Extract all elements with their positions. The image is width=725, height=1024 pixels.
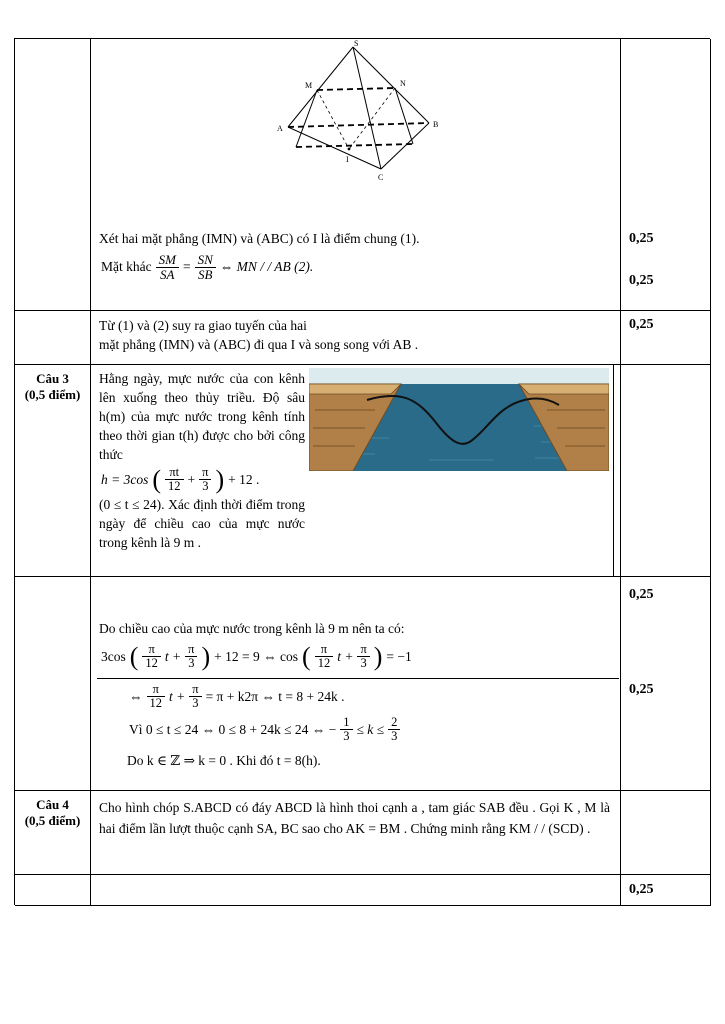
fraction-pi-3: $\frac{\pi}{3}$ [357,643,369,670]
points-badge: 0,25 [629,273,654,288]
open-paren: ( [129,641,139,671]
sol3-eq2-b: t + [169,688,186,704]
q3-formula-lhs: h = 3cos [101,471,149,487]
fraction-pi-12: $\frac{\pi}{12}$ [315,643,334,670]
sol3-eq1-b: + 12 = 9 ⇔ cos [214,648,299,664]
row3-points-cell [621,365,711,577]
q4-statement: Cho hình chóp S.ABCD có đáy ABCD là hình thoi cạnh a , tam giác SAB đều . Gọi K , M là hai điểm lần lượt thuộc cạnh SA, BC sao cho AK = BM . Chứng minh rằng KM / / (SCD) . [99,800,610,836]
fraction-pi-3: $\frac{\pi}{3}$ [185,643,197,670]
row2-points-cell [621,311,711,365]
row2-label-cell [15,311,91,365]
open-paren: ( [302,641,311,671]
question4-sublabel: (0,5 điểm) [24,813,81,828]
q2-step2-formula [99,253,614,281]
fraction-pi-3: $\frac{\pi}{3}$ [189,683,201,710]
q3-formula-tail: + 12 . [228,471,260,487]
close-paren: ) [215,464,225,494]
row5-points-cell [621,791,711,875]
row1-label-cell [15,39,91,311]
row6-label-cell [15,875,91,906]
row3-label-cell [15,365,91,577]
points-badge: 0,25 [629,882,654,897]
q3-statement-part1: Hằng ngày, mực nước của con kênh lên xuống theo thủy triều. Độ sâu h(m) của mực nước trong kênh tính theo thời gian t(h) được cho bởi công thức [99,371,305,462]
sol3-equation4: Do k ∈ ℤ ⇒ k = 0 . Khi đó t = 8(h). [127,752,321,768]
points-badge: 0,25 [629,231,654,246]
inner-column-divider [613,365,614,576]
plus-sign: + [187,471,196,487]
sol3-eq3-a: Vì 0 ≤ t ≤ 24 ⇔ 0 ≤ 8 + 24k ≤ 24 ⇔ − [129,721,337,737]
fraction-sn-sb: $\frac{SN}{SB}$ [195,253,216,281]
row6-points-cell [621,875,711,906]
row1-points-cell [621,39,711,311]
equals-sign: = [182,259,191,275]
question4-label: Câu 4 [36,797,69,812]
answer-table [14,38,710,905]
q3-formula [99,466,305,493]
fraction-sm-sa: $\frac{SM}{SA}$ [156,253,179,281]
close-paren: ) [373,641,383,671]
row5-label-cell [15,791,91,875]
vertex-label-i: I [346,155,349,164]
iff-sign: ⇔ [129,688,143,704]
sol3-eq1-a: 3cos [101,648,126,664]
pyramid-figure [91,39,621,231]
row4-content-cell [91,577,621,791]
fraction-2-3: $\frac{2}{3}$ [388,716,400,743]
row6-content-cell [91,875,621,906]
points-badge: 0,25 [629,317,654,332]
sol3-eq1-c: = −1 [386,648,412,664]
sol3-eq2-c: = π + k2π ⇔ t = 8 + 24k . [205,688,345,704]
row4-label-cell [15,577,91,791]
close-paren: ) [201,641,211,671]
q2-step2-prefix: Mặt khác [101,259,152,275]
question3-sublabel: (0,5 điểm) [24,387,81,402]
sol3-eq1-mid2: t + [337,648,354,664]
sol3-equation3 [127,716,614,743]
q2-step1-text: Xét hai mặt phẳng (IMN) và (ABC) có I là điểm chung (1). [99,231,420,246]
sol3-eq1-mid1: t + [164,648,182,664]
row2-content-cell [91,311,621,365]
row3-content-cell [91,365,621,577]
fraction-pi-3: $\frac{\pi}{3}$ [199,466,211,493]
q3-statement-part2: (0 ≤ t ≤ 24). Xác định thời điểm trong ngày để chiều cao của mực nước trong kênh là 9 m . [99,497,305,551]
sol3-equation1 [99,643,614,670]
sub-row-divider [97,678,619,679]
q2-conclusion-line1: Từ (1) và (2) suy ra giao tuyến của hai [99,318,307,333]
vertex-label-c: C [378,173,384,182]
sol3-eq3-b: ≤ k ≤ [356,721,385,737]
open-paren: ( [152,464,162,494]
row1-content-cell [91,39,621,311]
question3-label: Câu 3 [36,371,69,386]
vertex-label-a: A [277,124,283,133]
canal-illustration [309,368,609,471]
fraction-1-3: $\frac{1}{3}$ [340,716,352,743]
vertex-label-s: S [354,39,359,48]
fraction-pi-12: $\frac{\pi}{12}$ [147,683,166,710]
vertex-label-n: N [400,79,406,88]
points-badge: 0,25 [629,587,654,602]
sol3-equation2 [127,683,614,710]
row4-points-cell [621,577,711,791]
vertex-label-b: B [433,120,439,129]
points-badge: 0,25 [629,682,654,697]
fraction-pit-12: $\frac{\pi t}{12}$ [165,466,184,493]
sol3-intro: Do chiều cao của mực nước trong kênh là 9 m nên ta có: [99,621,405,636]
vertex-label-m: M [305,81,313,90]
q2-conclusion-line2: mặt phẳng (IMN) và (ABC) đi qua I và song song với AB . [99,337,419,352]
fraction-pi-12: $\frac{\pi}{12}$ [142,643,161,670]
row5-content-cell [91,791,621,875]
q2-step2-suffix: ⇔ MN / / AB (2). [219,259,314,275]
